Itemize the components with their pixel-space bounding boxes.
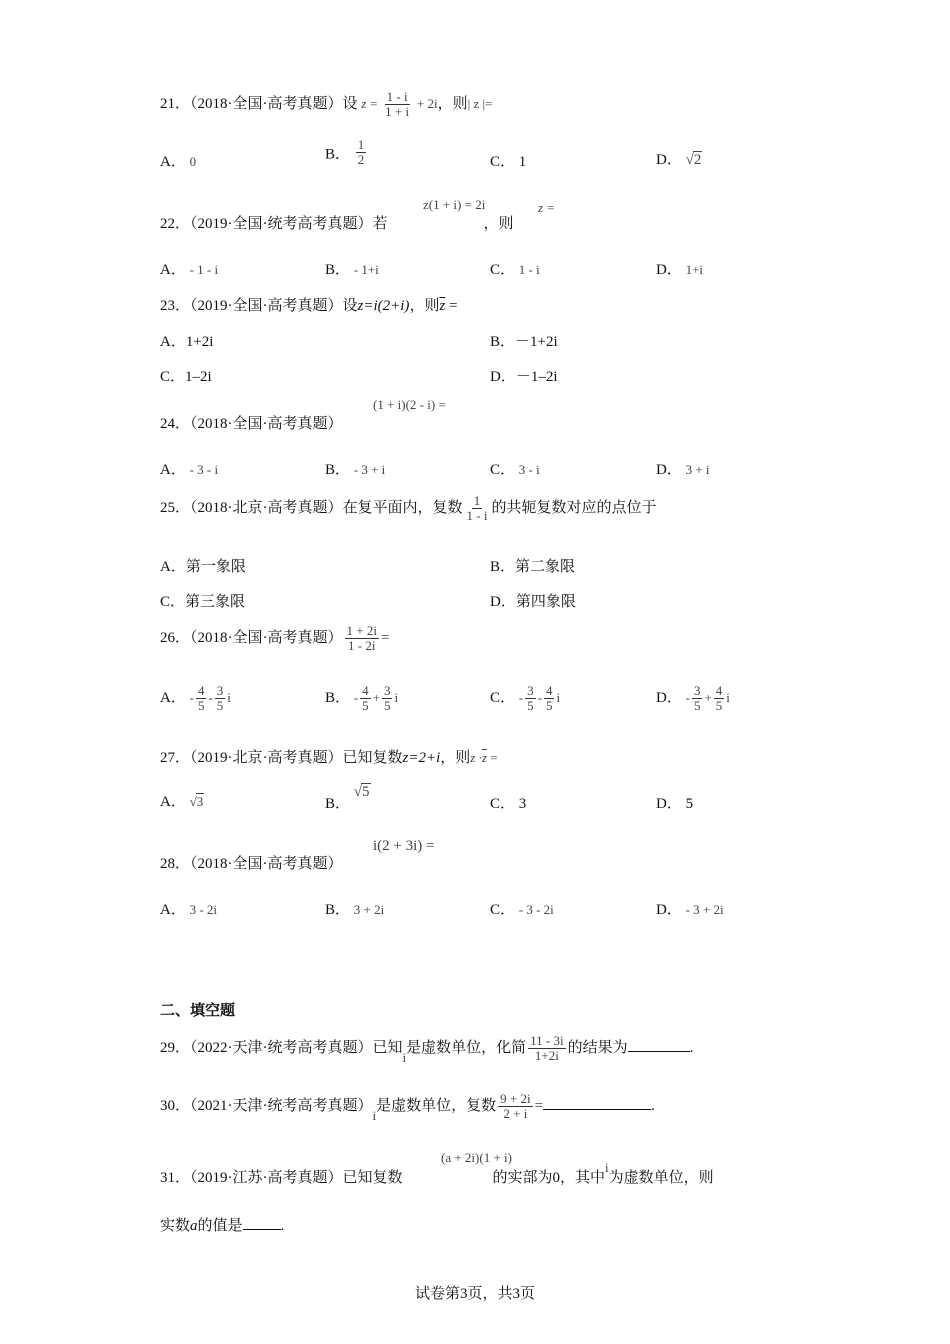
answer-blank[interactable] xyxy=(543,1095,651,1110)
option-d[interactable]: D． - 3 + 2i xyxy=(656,902,724,918)
option-c[interactable]: C． 1 xyxy=(490,154,527,170)
math-op: = xyxy=(380,630,390,647)
option-c[interactable]: C． 3 xyxy=(490,796,527,812)
math-expression: (1 + i)(2 - i) = xyxy=(373,397,446,412)
question-number: 30． xyxy=(160,1098,191,1115)
option-b[interactable]: B． - $\frac{4}{5}$ + $\frac{3}{5}$ i xyxy=(325,683,399,714)
question-number: 31． xyxy=(160,1170,191,1186)
fraction: $\frac{1 + 2i}{1 - 2i}$ xyxy=(346,623,377,654)
question-text: ，则 xyxy=(483,216,514,232)
math-abs: | z |= xyxy=(467,96,493,112)
math-expression: z=2+i xyxy=(402,750,441,766)
math-var: i xyxy=(605,1160,609,1175)
question-28 xyxy=(160,852,343,873)
option-d[interactable]: D． 5 xyxy=(656,796,694,812)
option-c[interactable]: C．1–2i xyxy=(160,369,212,385)
sqrt: √5 xyxy=(353,784,370,800)
math-op: = xyxy=(534,1098,544,1115)
option-a[interactable]: A． 0 xyxy=(160,154,197,170)
question-number: 25． xyxy=(160,500,191,517)
question-text: ，则 xyxy=(437,96,468,113)
option-a[interactable]: A．1+2i xyxy=(160,334,214,350)
option-b[interactable]: B． 3 + 2i xyxy=(325,902,385,918)
math-expression: i(2 + 3i) = xyxy=(373,838,435,854)
question-25 xyxy=(160,494,656,524)
question-text: 是虚数单位，复数 xyxy=(376,1098,497,1115)
question-27 xyxy=(160,746,498,767)
question-text: ，则 xyxy=(440,750,471,766)
question-31 xyxy=(160,1160,714,1187)
option-d[interactable]: D． - $\frac{3}{5}$ + $\frac{4}{5}$ i xyxy=(656,683,730,714)
math-term: + 2i xyxy=(416,96,438,112)
question-number: 23． xyxy=(160,298,191,314)
option-c[interactable]: C． - $\frac{3}{5}$ - $\frac{4}{5}$ i xyxy=(490,683,561,714)
question-text: 的结果为 xyxy=(567,1040,628,1057)
question-number: 26． xyxy=(160,630,191,647)
math-expression: z = xyxy=(538,200,556,215)
math-op: = xyxy=(370,96,378,112)
option-d[interactable]: D． 1+i xyxy=(656,262,704,278)
question-source: （2018·全国·高考真题） xyxy=(190,416,343,432)
option-c[interactable]: C． - 3 - 2i xyxy=(490,902,554,918)
question-source: （2018·全国·高考真题） xyxy=(190,856,343,872)
question-23 xyxy=(160,294,458,315)
option-d[interactable]: D． 3 + i xyxy=(656,462,710,478)
question-26 xyxy=(160,624,389,654)
question-text: 的实部为0，其中 xyxy=(492,1170,606,1186)
answer-blank[interactable] xyxy=(243,1215,281,1230)
option-a[interactable]: A． - $\frac{4}{5}$ - $\frac{3}{5}$ i xyxy=(160,683,231,714)
question-22 xyxy=(160,212,514,233)
question-source: （2018·全国·高考真题） xyxy=(190,630,343,647)
fraction: $\frac{1}{1 - i}$ xyxy=(466,493,488,524)
option-b[interactable]: B． √5 xyxy=(325,784,370,812)
math-var: i xyxy=(402,1050,407,1066)
option-b[interactable]: B． $\frac{1}{2}$ xyxy=(325,137,365,168)
option-b[interactable]: B． - 1+i xyxy=(325,262,379,278)
math-conjugate: $\overline{z}$ xyxy=(439,298,446,314)
math-var: z xyxy=(361,96,367,112)
math-op: = xyxy=(445,298,458,314)
question-source: （2021·天津·统考高考真题） xyxy=(190,1098,373,1115)
sqrt: √3 xyxy=(189,794,204,809)
option-a[interactable]: A．第一象限 xyxy=(160,559,246,575)
section-title: 二、填空题 xyxy=(160,1003,236,1019)
question-number: 28． xyxy=(160,856,191,872)
option-d[interactable]: D．第四象限 xyxy=(490,594,576,610)
question-text: 的共轭复数对应的点位于 xyxy=(491,500,657,517)
question-number: 27． xyxy=(160,750,191,766)
question-source: （2019·江苏·高考真题）已知复数 xyxy=(190,1170,403,1186)
math-expression: z(1 + i) = 2i xyxy=(423,197,486,212)
option-a[interactable]: A． 3 - 2i xyxy=(160,902,218,918)
math-op: = xyxy=(486,750,498,765)
option-c[interactable]: C．第三象限 xyxy=(160,594,246,610)
option-a[interactable]: A． - 3 - i xyxy=(160,462,219,478)
option-a[interactable]: A． √3 xyxy=(160,794,204,810)
math-var: a xyxy=(190,1218,198,1234)
math-expression: (a + 2i)(1 + i) xyxy=(441,1150,512,1165)
answer-blank[interactable] xyxy=(628,1037,690,1052)
question-source: （2019·全国·统考高考真题）若 xyxy=(190,216,388,232)
sqrt: √2 xyxy=(685,152,702,168)
question-number: 21． xyxy=(160,96,191,113)
option-d[interactable]: D． √2 xyxy=(656,152,702,168)
option-a[interactable]: A． - 1 - i xyxy=(160,262,219,278)
question-source: （2022·天津·统考高考真题）已知 xyxy=(190,1040,403,1057)
question-number: 22． xyxy=(160,216,191,232)
question-source: （2019·北京·高考真题）已知复数 xyxy=(190,750,403,766)
question-source: （2018·北京·高考真题）在复平面内，复数 xyxy=(190,500,463,517)
option-d[interactable]: D．－1–2i xyxy=(490,369,558,385)
fraction: $\frac{1}{2}$ xyxy=(357,137,365,168)
math-conjugate: $\overline{z}$ xyxy=(481,750,487,765)
option-b[interactable]: B． - 3 + i xyxy=(325,462,386,478)
fraction: $\frac{11 - 3i}{1+2i}$ xyxy=(530,1033,564,1064)
question-31-line2: 实数a的值是 . xyxy=(160,1214,284,1235)
math-var: z · xyxy=(470,750,482,765)
fraction: $\frac{9 + 2i}{2 + i}$ xyxy=(500,1091,531,1122)
option-c[interactable]: C． 1 - i xyxy=(490,262,540,278)
question-21 xyxy=(160,90,492,120)
question-source: （2019·全国·高考真题）设 xyxy=(190,298,358,314)
question-source: （2018·全国·高考真题）设 xyxy=(190,96,358,113)
question-29: 29．（2022·天津·统考高考真题）已知i是虚数单位，化简 $\frac{11 - 3i}{1+2i}$ 的结果为 . xyxy=(160,1033,694,1066)
question-text: 是虚数单位，化简 xyxy=(406,1040,527,1057)
question-number: 24． xyxy=(160,416,191,432)
fraction: $\frac{1 - i}{1 + i}$ xyxy=(385,89,410,120)
math-var: i xyxy=(372,1108,377,1124)
question-30: 30．（2021·天津·统考高考真题）i是虚数单位，复数 $\frac{9 + 2i}{2 + i}$ = . xyxy=(160,1091,655,1124)
page-footer: 试卷第3页，共3页 xyxy=(414,1286,535,1302)
option-b[interactable]: B．第二象限 xyxy=(490,559,576,575)
question-text: ，则 xyxy=(409,298,440,314)
question-24 xyxy=(160,412,343,433)
question-text: 为虚数单位，则 xyxy=(608,1170,714,1186)
option-b[interactable]: B．－1+2i xyxy=(490,334,558,350)
option-c[interactable]: C． 3 - i xyxy=(490,462,540,478)
math-expression: z=i(2+i) xyxy=(357,298,410,314)
question-number: 29． xyxy=(160,1040,191,1057)
